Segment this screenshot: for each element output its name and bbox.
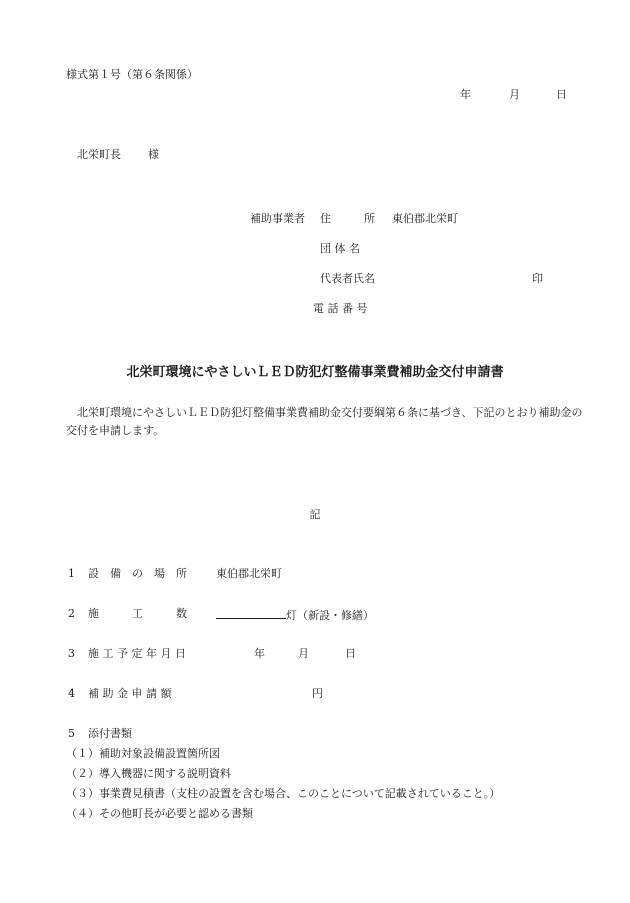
item-number: 1 bbox=[68, 567, 75, 580]
work-count-unit: 灯（新設・修繕） bbox=[286, 609, 374, 622]
date-month-label: 月 bbox=[509, 88, 520, 101]
item-label-schedule: 施 工 予 定 年 月 日 bbox=[88, 647, 186, 660]
attachment-item: （４）その他町長が必要と認める書類 bbox=[66, 807, 253, 820]
work-count-row bbox=[216, 607, 374, 623]
applicant-role: 補助事業者 bbox=[250, 212, 305, 225]
document-title: 北栄町環境にやさしいＬＥＤ防犯灯整備事業費補助金交付申請書 bbox=[126, 365, 504, 380]
item-label-attachments: 添付書類 bbox=[88, 727, 132, 740]
date-day-label: 日 bbox=[556, 88, 567, 101]
address-label: 住 所 bbox=[320, 212, 375, 225]
form-number: 様式第１号（第６条関係） bbox=[66, 68, 198, 81]
item-number: 4 bbox=[68, 687, 75, 700]
attachment-item: （３）事業費見積書（支柱の設置を含む場合、このことについて記載されていること。） bbox=[66, 787, 501, 800]
schedule-day-label: 日 bbox=[345, 647, 356, 660]
representative-label: 代表者氏名 bbox=[320, 272, 375, 285]
phone-label: 電 話 番 号 bbox=[313, 302, 368, 315]
attachment-item: （１）補助対象設備設置箇所図 bbox=[66, 747, 220, 760]
ki-mark: 記 bbox=[309, 508, 321, 521]
item-label-work-count: 施 工 数 bbox=[88, 607, 187, 620]
amount-unit: 円 bbox=[312, 687, 323, 700]
item-number: 5 bbox=[68, 727, 75, 740]
item-label-location: 設 備 の 場 所 bbox=[88, 567, 187, 580]
item-label-amount: 補 助 金 申 請 額 bbox=[88, 687, 172, 700]
date-year-label: 年 bbox=[460, 88, 471, 101]
schedule-month-label: 月 bbox=[298, 647, 309, 660]
work-count-blank-line bbox=[216, 607, 286, 619]
addressee-name: 北栄町長 bbox=[77, 148, 121, 161]
item-value-location: 東伯郡北栄町 bbox=[216, 567, 282, 580]
body-paragraph: 北栄町環境にやさしいＬＥＤ防犯灯整備事業費補助金交付要綱第６条に基づき、下記のとおり補助金の交付を申請します。 bbox=[66, 406, 583, 437]
schedule-year-label: 年 bbox=[254, 647, 265, 660]
address-value: 東伯郡北栄町 bbox=[392, 212, 458, 225]
item-number: 2 bbox=[68, 607, 75, 620]
group-name-label: 団 体 名 bbox=[320, 242, 360, 255]
seal-mark: 印 bbox=[532, 272, 543, 285]
addressee-honorific: 様 bbox=[148, 148, 159, 161]
item-number: 3 bbox=[68, 647, 75, 660]
attachment-item: （２）導入機器に関する説明資料 bbox=[66, 767, 231, 780]
